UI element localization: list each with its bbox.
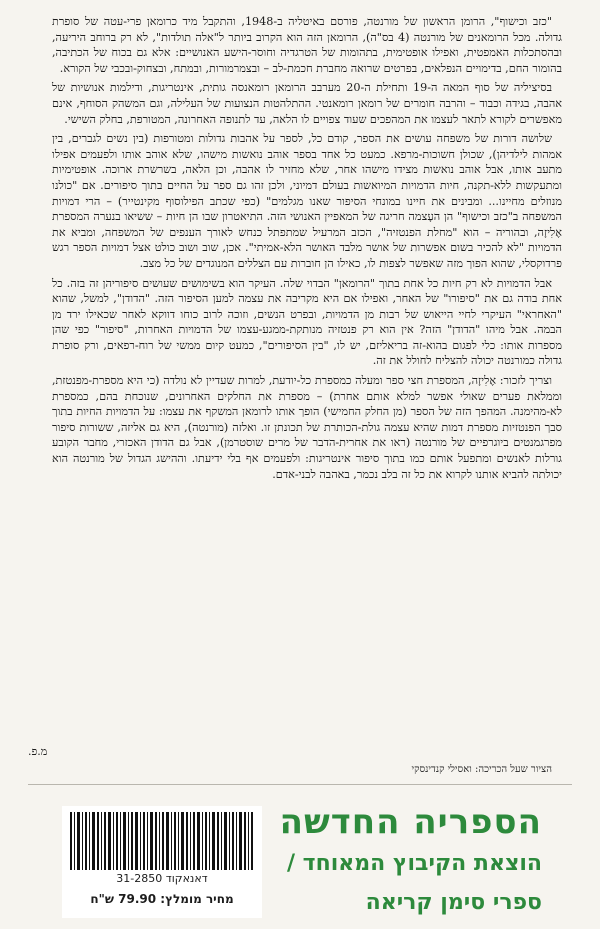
blurb-paragraph-2: בסיציליה של סוף המאה ה-19 ותחילת ה-20 מערבב הרומאן רומאנסה גותית, אינטריגות, ודילמות אנושיות של אהבה, בגידה וכבוד – והרבה חומרים של רומאן רומאנטי. ההתלהטות הנצועות של העלילה, וגם המשהק הסוחף, אינם מאפשרים לקורא לתאר לעצמו את המהפכים שעוד צפויים לו הלאה, עד לתנופה האחרונה, המטורפת, בחלק השישי. xyxy=(52,81,562,126)
blurb-paragraph-3: שלושה דורות של משפחה עושים את הספר, קודם כל, לספר על אהבות גדולות ומטורפות (בין נשים לגברים, בין אמהות לילדיהן), שכולן חשוכות-מרפא. כמעט כל אחד בספר אוהב נואשות מישהו, שלא אוהב אותו ולפעמים אפילו מתעב אותו, אבל אוהב נואשות מצידו מישהו אחר, שלא מחזיר לו אהבה, וכן הלאה, בשרשרת ארוכה. אופטימיות ומתעקשות ללא-תקנה, חיות הדמויות המיואשות בעולם דמיוני, ולכן זהו גם ספר על החיים בתוך סיפורים. אם "כולנו מנוזלים מחיינו... ומבינים את חיינו במונחי הסיפור שאנו מגלמים" (כפי שכתב הפילוסוף מקינטייר) – הרי דמויות המשפחה ב"כזב וכישוף" הן העָצמה חריגה של המאפיין האנושי הזה. התיאטרון שבו הן חיות – ששיאו בנערה המספרת אֶלִיזָה, ובהוריה – הוא "מחלת הפנטזיה", הכזב המרעיל שמתפתל כנחש לאורך הענפים של המשפחה, ומביא את הדמויות "לא להכיר בשום אפשרות של אושר מלבד האושר הלא-אמיתי". אכן, שוב ושוב כולט אצל דמויות הספר רגש פרדוקסלי, שהוא הפוך מזה שאפשר לצפות לו, כאילו הן חוברות עם הצללים המנוגדים של כל מצב. xyxy=(52,132,562,270)
recommended-price: מחיר מומלץ: 79.90 ש"ח xyxy=(90,892,234,906)
barcode-icon xyxy=(68,812,256,870)
blurb-paragraph-5: וצריך לזכור: אֶלִיזָה, המספרת חצי ספר ומעלה כמספרת כל-יודעת, למרות שעדיין לא נולדה (כי היא מספרת-מפנטזת, וממלאת פערים שאולי אפשר למלא אותם אחרת) – מספרת את החלקים האחרונים, שנוכחת בהם, כמספרת לא-מהימנה. המהפך הזה של הספר (מן החלק החמישי) הופך אותו לרומאן המשקף את עצמו: על הדמויות החיות בתוך סבך הפנטזיות מספרת דמות שהיא עצמה גולת-הכותרת של תכונתן זו. ואלזה (מורנטה), היא גם אליזה, ששורות סיפור מפרגמנטים ביוגרפיים של מורנטה (ראו את אחרית-הדבר של מרים שוסטרמן), אבל גם הדודן האכזרי, מחבר הקובע גורלות לאנשים ומתפעל אותם כמו בתוך סיפור אינטריגות: ולפעמים אף בלי ידיעתו. וההישג הגדול של מורנטה הוא יכולתה להביא אותנו לקרוא את כל זה בלב נכמר, באהבה לבני-אדם. xyxy=(52,374,562,481)
blurb-paragraph-4: אבל הדמויות לא רק חיות כל אחת בתוך "הרומאן" הבדוי שלה. העיקר הוא בשימושים שעושים סיפוריהן זה בזה. כל אחת בודה גם את "סיפורו" של האחר, ואפילו אם היא מקריבה את עצמה למען הסיפור הזה. "הדודן", למשל, שהוא "האחראי" העיקרי לחיי הייאוש של רבות מן הדמויות, ובפרט הנשים, וזוכה לרוב כוחו דווקא לאחר שכאילו ירד מן הבמה. אבל מיהו "הדודן" הזה? אין הוא רק פנטזיה מנותקת-ממגע-עצמו של הדמויות האחרות, "סיפור" כפי שהן מספרות אותו: כלי לפגום בהוא-זה בריאליזם, יש לו, "בין הסיפורים", כמעט קיום ממשי של רוח-רפאים, ורק סופרת גדולה כמורנטה יכולה להצליח לחולל את זה. xyxy=(52,276,562,368)
divider xyxy=(28,784,572,785)
blurb-paragraph-1: "כזב וכישוף", הרומן הראשון של מורנטה, פורסם באיטליה ב-1948, והתקבל מיד כרומאן פרי-עטה של סופרת גדולה. מכל הרומאנים של מורנטה (4 בס"ה), הרומאן הזה הוא הקרוב ביותר ל"אלה תולדות", לא רק ברוחב היריעה, ובהסתכלות האמפטית, ואפילו אופטימית, בתהומות של הטרגדיה וחוסר-הישע האנושיים: אלא גם בכוח של הכתיבה, בהומור החם, בדימויים הנפלאים, בפרטים שרואה מחברת חכמת-לב – ובצמרמורות, ובמתח, ובצחוק-ובכבי של הקורא. xyxy=(52,15,563,75)
publisher-block xyxy=(242,800,542,922)
imprint-name: ספרי סימן קריאה xyxy=(365,890,542,915)
series-title: הספריה החדשה xyxy=(279,802,542,842)
barcode-block xyxy=(62,806,262,918)
publisher-name: הוצאת הקיבוץ המאוחד / xyxy=(286,851,542,876)
catalog-number: דאנאקוד 31-2850 xyxy=(116,872,208,885)
blurb-text xyxy=(52,14,562,486)
blurb-signature: מ.פ. xyxy=(28,745,48,758)
cover-illustration-credit: הציור שעל הכריכה: ואסילי קנדינסקי xyxy=(411,764,552,775)
